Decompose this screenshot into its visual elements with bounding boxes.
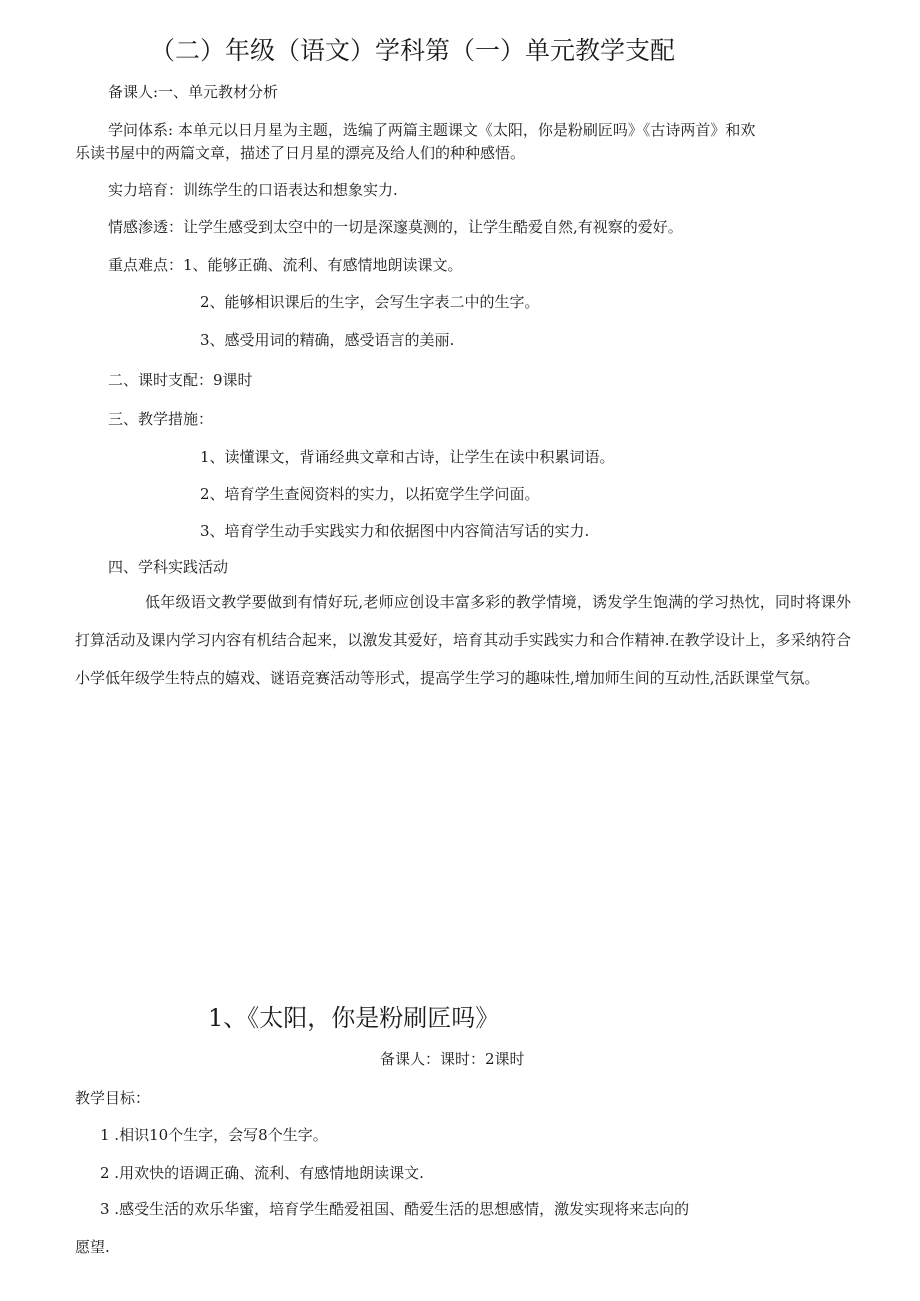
preparer-line: 备课人:一、单元教材分析 bbox=[108, 83, 279, 101]
key-difficulties-1: 重点难点：1、能够正确、流利、有感情地朗读课文。 bbox=[108, 256, 463, 274]
teaching-goal-3-line1: 3 .感受生活的欢乐华蜜，培育学生酷爱祖国、酷爱生活的思想感情，激发实现将来志向的 bbox=[100, 1200, 690, 1218]
teaching-goal-1: 1 .相识10个生字，会写8个生字。 bbox=[100, 1126, 328, 1144]
teaching-goals-heading: 教学目标： bbox=[75, 1089, 151, 1107]
knowledge-system-line1: 学问体系: 本单元以日月星为主题，选编了两篇主题课文《太阳，你是粉刷匠吗》《古诗两首》和欢 bbox=[108, 121, 756, 139]
class-hours: 二、课时支配：9课时 bbox=[108, 371, 253, 389]
ability-cultivation: 实力培育：训练学生的口语表达和想象实力. bbox=[108, 181, 398, 199]
key-difficulties-3: 3、感受用词的精确，感受语言的美丽. bbox=[200, 331, 455, 349]
practice-activity-heading: 四、学科实践活动 bbox=[108, 558, 229, 576]
teaching-measure-3: 3、培育学生动手实践实力和依据图中内容简洁写话的实力. bbox=[200, 522, 590, 540]
teaching-goal-2: 2 .用欢快的语调正确、流利、有感情地朗读课文. bbox=[100, 1164, 424, 1182]
lesson-title: 1、《太阳，你是粉刷匠吗》 bbox=[208, 1004, 500, 1032]
teaching-measures-heading: 三、教学措施： bbox=[108, 410, 214, 428]
knowledge-system-line2: 乐读书屋中的两篇文章，描述了日月星的漂亮及给人们的种种感悟。 bbox=[75, 144, 526, 162]
practice-activity-paragraph: 低年级语文教学要做到有情好玩,老师应创设丰富多彩的教学情境，诱发学生饱满的学习热忱，同时将课外打算活动及课内学习内容有机结合起来，以激发其爱好，培育其动手实践实力和合作精神.在教学设计上，多采纳符合小学低年级学生特点的嬉戏、谜语竞赛活动等形式，提高学生学习的趣味性,增加师生间的互动性,活跃课堂气氛。 bbox=[75, 593, 851, 687]
unit-plan-title: （二）年级（语文）学科第（一）单元教学支配 bbox=[150, 36, 676, 65]
lesson-subtitle: 备课人：课时：2课时 bbox=[380, 1050, 525, 1068]
teaching-goal-3-line2: 愿望. bbox=[75, 1238, 110, 1256]
teaching-measure-2: 2、培育学生查阅资料的实力，以拓宽学生学问面。 bbox=[200, 485, 540, 503]
key-difficulties-2: 2、能够相识课后的生字，会写生字表二中的生字。 bbox=[200, 293, 540, 311]
teaching-measure-1: 1、读懂课文，背诵经典文章和古诗，让学生在读中积累词语。 bbox=[200, 448, 615, 466]
emotion-infiltration: 情感渗透：让学生感受到太空中的一切是深邃莫测的，让学生酷爱自然,有视察的爱好。 bbox=[108, 218, 683, 236]
